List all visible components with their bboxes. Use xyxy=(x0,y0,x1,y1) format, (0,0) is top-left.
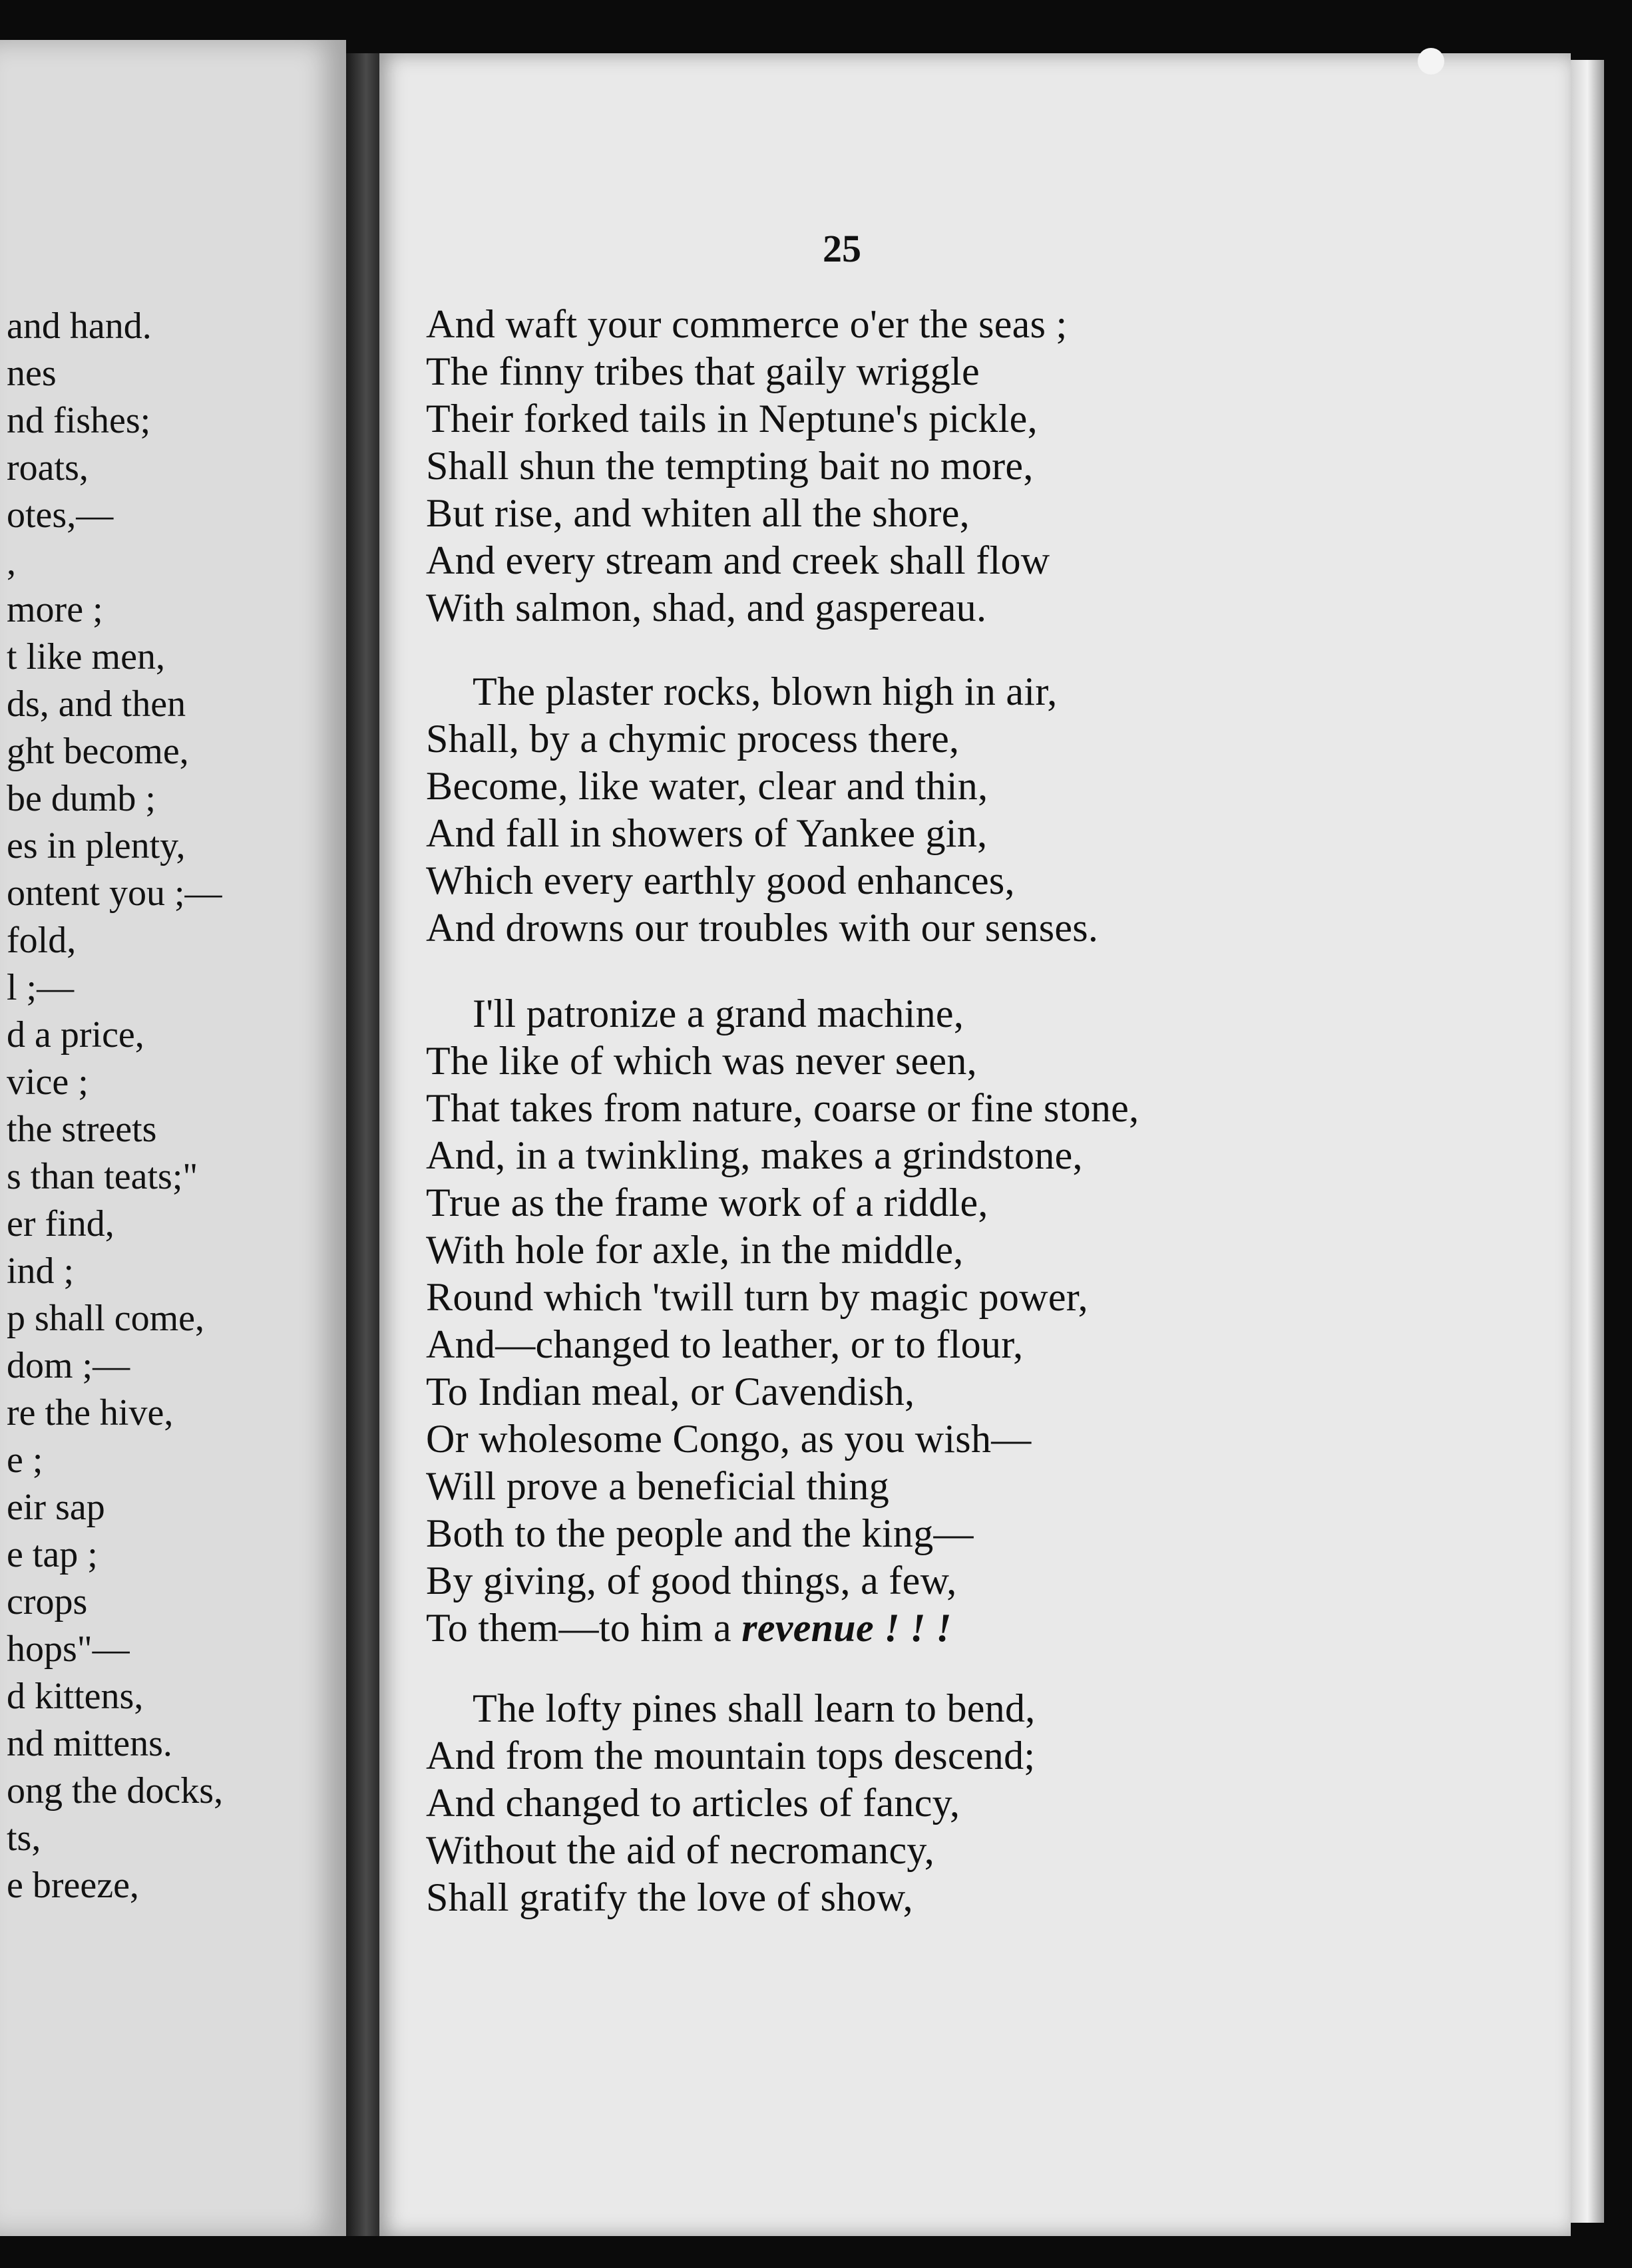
left-page-line: vice ; xyxy=(7,1061,89,1103)
poem-line: The like of which was never seen, xyxy=(426,1039,977,1083)
poem-line: And drowns our troubles with our senses. xyxy=(426,906,1099,950)
left-page-line: er find, xyxy=(7,1203,114,1244)
poem-line: And waft your commerce o'er the seas ; xyxy=(426,302,1068,346)
poem-line: But rise, and whiten all the shore, xyxy=(426,491,970,535)
left-page-line: fold, xyxy=(7,920,77,961)
left-page-line: the streets xyxy=(7,1109,157,1150)
stanza-2 xyxy=(426,668,1098,952)
poem-line: And fall in showers of Yankee gin, xyxy=(426,811,988,855)
poem-line: Will prove a beneficial thing xyxy=(426,1464,890,1508)
left-page-line: nes xyxy=(7,353,57,394)
poem-line: And from the mountain tops descend; xyxy=(426,1734,1036,1778)
paper-speck xyxy=(1418,48,1444,75)
page-number: 25 xyxy=(823,227,861,270)
left-page xyxy=(0,40,346,2236)
left-page-line: e breeze, xyxy=(7,1865,139,1906)
left-page-line: otes,— xyxy=(7,494,114,536)
left-page-line: l ;— xyxy=(7,967,75,1008)
poem-line: The plaster rocks, blown high in air, xyxy=(473,669,1058,713)
poem-line: The finny tribes that gaily wriggle xyxy=(426,349,980,393)
left-page-line: ght become, xyxy=(7,731,189,772)
poem-line: And every stream and creek shall flow xyxy=(426,538,1050,582)
left-page-line: hops"— xyxy=(7,1628,130,1670)
left-page-line: e tap ; xyxy=(7,1534,98,1575)
poem-line: And—changed to leather, or to flour, xyxy=(426,1322,1024,1366)
poem-line: Their forked tails in Neptune's pickle, xyxy=(426,397,1038,441)
poem-line: With hole for axle, in the middle, xyxy=(426,1228,964,1272)
left-page-line: , xyxy=(7,542,16,583)
left-page-line: and hand. xyxy=(7,305,152,347)
stanza-4 xyxy=(426,1685,1036,1921)
poem-line: I'll patronize a grand machine, xyxy=(473,992,964,1036)
poem-line: By giving, of good things, a few, xyxy=(426,1559,957,1603)
stanza-3 xyxy=(426,990,1139,1652)
poem-line: Or wholesome Congo, as you wish— xyxy=(426,1417,1032,1461)
poem-line: Which every earthly good enhances, xyxy=(426,858,1015,902)
poem-line: Become, like water, clear and thin, xyxy=(426,764,988,808)
line-text: To them—to him a xyxy=(426,1606,742,1650)
left-page-line: ong the docks, xyxy=(7,1770,224,1811)
left-page-line: ts, xyxy=(7,1817,41,1859)
page-edge xyxy=(1571,60,1604,2223)
left-page-line: be dumb ; xyxy=(7,778,156,819)
left-page-line: dom ;— xyxy=(7,1345,130,1386)
poem-line: To Indian meal, or Cavendish, xyxy=(426,1370,915,1414)
poem-line: Without the aid of necromancy, xyxy=(426,1828,935,1872)
left-page-line: ds, and then xyxy=(7,683,186,725)
emphasized-word: revenue ! ! ! xyxy=(741,1606,952,1650)
left-page-line: e ; xyxy=(7,1439,43,1481)
poem-line: Shall, by a chymic process there, xyxy=(426,717,960,761)
left-page-line: eir sap xyxy=(7,1487,105,1528)
poem-line: Round which 'twill turn by magic power, xyxy=(426,1275,1088,1319)
stanza-1 xyxy=(426,301,1068,632)
left-page-line: ontent you ;— xyxy=(7,872,222,914)
left-page-line: s than teats;" xyxy=(7,1156,198,1197)
left-page-line: d kittens, xyxy=(7,1676,144,1717)
poem-line: Shall gratify the love of show, xyxy=(426,1875,913,1919)
left-page-line: t like men, xyxy=(7,636,165,677)
left-page-line: d a price, xyxy=(7,1014,144,1055)
left-page-line: es in plenty, xyxy=(7,825,186,866)
left-page-line: p shall come, xyxy=(7,1298,205,1339)
left-page-line: roats, xyxy=(7,447,89,488)
poem-line: And changed to articles of fancy, xyxy=(426,1781,960,1825)
poem-line: Shall shun the tempting bait no more, xyxy=(426,444,1034,488)
poem-line: With salmon, shad, and gaspereau. xyxy=(426,586,987,630)
poem-line: The lofty pines shall learn to bend, xyxy=(473,1686,1036,1730)
poem-line: That takes from nature, coarse or fine stone, xyxy=(426,1086,1139,1130)
left-page-line: re the hive, xyxy=(7,1392,174,1433)
left-page-line: crops xyxy=(7,1581,88,1622)
poem-line: True as the frame work of a riddle, xyxy=(426,1181,988,1225)
poem-line: And, in a twinkling, makes a grindstone, xyxy=(426,1133,1083,1177)
left-page-line: more ; xyxy=(7,589,103,630)
left-page-line: ind ; xyxy=(7,1250,75,1292)
poem-line: Both to the people and the king— xyxy=(426,1511,974,1555)
left-page-line: nd mittens. xyxy=(7,1723,172,1764)
book-gutter xyxy=(346,53,379,2236)
left-page-line: nd fishes; xyxy=(7,400,151,441)
poem-line-revenue xyxy=(426,1605,1139,1652)
